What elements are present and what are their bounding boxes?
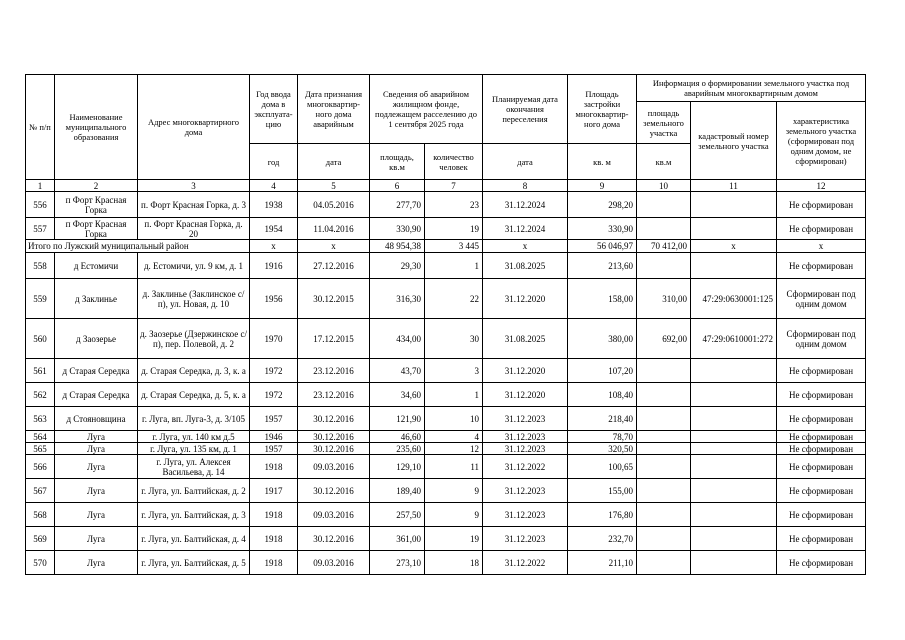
recognition-date-cell: 30.12.2016 bbox=[298, 527, 370, 551]
header-planned-date: Планируемая дата окончания переселения bbox=[483, 75, 568, 144]
planned-date-cell: 31.12.2023 bbox=[483, 431, 568, 443]
area-cell: 29,30 bbox=[370, 253, 425, 279]
municipality-cell: д Старая Середка bbox=[55, 383, 138, 407]
total-year-cell: x bbox=[250, 240, 298, 253]
land-area-cell bbox=[637, 551, 691, 575]
people-cell: 23 bbox=[425, 192, 483, 218]
cadastral-cell bbox=[691, 359, 777, 383]
column-number: 6 bbox=[370, 180, 425, 192]
table-header bbox=[26, 75, 866, 192]
municipality-cell: Луга bbox=[55, 479, 138, 503]
column-number: 10 bbox=[637, 180, 691, 192]
land-area-cell bbox=[637, 503, 691, 527]
building-area-cell: 158,00 bbox=[568, 279, 637, 319]
planned-date-cell: 31.12.2022 bbox=[483, 455, 568, 479]
row-number: 570 bbox=[26, 551, 55, 575]
header-emergency-fund: Сведения об аварийном жилищном фонде, подлежащем расселению до 1 сентября 2025 года bbox=[370, 75, 483, 144]
total-label: Итого по Лужский муниципальный район bbox=[26, 240, 250, 253]
address-cell: г. Луга, ул. Балтийская, д. 2 bbox=[138, 479, 250, 503]
table-row bbox=[26, 455, 866, 479]
header-unit-year: год bbox=[250, 144, 298, 180]
planned-date-cell: 31.12.2022 bbox=[483, 551, 568, 575]
characteristic-cell: Не сформирован bbox=[777, 383, 866, 407]
column-number: 4 bbox=[250, 180, 298, 192]
header-recognition-date: Дата признания многоквартир-ного дома аварийным bbox=[298, 75, 370, 144]
area-cell: 330,90 bbox=[370, 218, 425, 240]
address-cell: г. Луга, ул. 140 км д.5 bbox=[138, 431, 250, 443]
table-row bbox=[26, 431, 866, 443]
cadastral-cell bbox=[691, 431, 777, 443]
land-area-cell: 310,00 bbox=[637, 279, 691, 319]
people-cell: 10 bbox=[425, 407, 483, 431]
recognition-date-cell: 11.04.2016 bbox=[298, 218, 370, 240]
total-land-cell: 70 412,00 bbox=[637, 240, 691, 253]
table-row bbox=[26, 407, 866, 431]
municipality-cell: Луга bbox=[55, 431, 138, 443]
column-number: 11 bbox=[691, 180, 777, 192]
row-number: 569 bbox=[26, 527, 55, 551]
table-row bbox=[26, 551, 866, 575]
cadastral-cell bbox=[691, 443, 777, 455]
total-cad-cell: x bbox=[691, 240, 777, 253]
land-area-cell bbox=[637, 218, 691, 240]
column-number: 2 bbox=[55, 180, 138, 192]
row-number: 564 bbox=[26, 431, 55, 443]
characteristic-cell: Сформирован под одним домом bbox=[777, 279, 866, 319]
area-cell: 316,30 bbox=[370, 279, 425, 319]
municipality-cell: Луга bbox=[55, 503, 138, 527]
land-area-cell: 692,00 bbox=[637, 319, 691, 359]
people-cell: 12 bbox=[425, 443, 483, 455]
building-area-cell: 100,65 bbox=[568, 455, 637, 479]
municipality-cell: Луга bbox=[55, 443, 138, 455]
row-number: 562 bbox=[26, 383, 55, 407]
year-cell: 1916 bbox=[250, 253, 298, 279]
address-cell: г. Луга, вп. Луга-3, д. 3/105 bbox=[138, 407, 250, 431]
row-number: 557 bbox=[26, 218, 55, 240]
land-area-cell bbox=[637, 407, 691, 431]
year-cell: 1946 bbox=[250, 431, 298, 443]
people-cell: 22 bbox=[425, 279, 483, 319]
characteristic-cell: Не сформирован bbox=[777, 218, 866, 240]
header-unit-date: дата bbox=[298, 144, 370, 180]
table-body bbox=[26, 192, 866, 575]
characteristic-cell: Не сформирован bbox=[777, 431, 866, 443]
table-row bbox=[26, 319, 866, 359]
row-number: 568 bbox=[26, 503, 55, 527]
cadastral-cell bbox=[691, 192, 777, 218]
planned-date-cell: 31.08.2025 bbox=[483, 253, 568, 279]
people-cell: 19 bbox=[425, 527, 483, 551]
column-number: 5 bbox=[298, 180, 370, 192]
municipality-cell: Луга bbox=[55, 527, 138, 551]
planned-date-cell: 31.12.2020 bbox=[483, 359, 568, 383]
header-unit-date2: дата bbox=[483, 144, 568, 180]
total-plan-cell: x bbox=[483, 240, 568, 253]
area-cell: 46,60 bbox=[370, 431, 425, 443]
municipality-cell: д Естомичи bbox=[55, 253, 138, 279]
building-area-cell: 213,60 bbox=[568, 253, 637, 279]
area-cell: 43,70 bbox=[370, 359, 425, 383]
land-area-cell bbox=[637, 192, 691, 218]
address-cell: д. Естомичи, ул. 9 км, д. 1 bbox=[138, 253, 250, 279]
people-cell: 4 bbox=[425, 431, 483, 443]
row-number: 556 bbox=[26, 192, 55, 218]
year-cell: 1957 bbox=[250, 443, 298, 455]
table-row bbox=[26, 503, 866, 527]
planned-date-cell: 31.12.2023 bbox=[483, 479, 568, 503]
row-number: 567 bbox=[26, 479, 55, 503]
land-area-cell bbox=[637, 479, 691, 503]
municipality-cell: Луга bbox=[55, 551, 138, 575]
people-cell: 3 bbox=[425, 359, 483, 383]
recognition-date-cell: 23.12.2016 bbox=[298, 359, 370, 383]
recognition-date-cell: 30.12.2016 bbox=[298, 407, 370, 431]
cadastral-cell bbox=[691, 503, 777, 527]
year-cell: 1956 bbox=[250, 279, 298, 319]
table-row bbox=[26, 359, 866, 383]
recognition-date-cell: 30.12.2016 bbox=[298, 479, 370, 503]
total-area-cell: 48 954,38 bbox=[370, 240, 425, 253]
planned-date-cell: 31.12.2024 bbox=[483, 218, 568, 240]
column-number: 3 bbox=[138, 180, 250, 192]
header-land-characteristic: характеристика земельного участка (сформирован под одним домом, не сформирован) bbox=[777, 102, 866, 180]
cadastral-cell bbox=[691, 218, 777, 240]
land-area-cell bbox=[637, 443, 691, 455]
header-address: Адрес многоквартирного дома bbox=[138, 75, 250, 180]
address-cell: г. Луга, ул. Балтийская, д. 4 bbox=[138, 527, 250, 551]
row-number: 561 bbox=[26, 359, 55, 383]
recognition-date-cell: 17.12.2015 bbox=[298, 319, 370, 359]
address-cell: д. Заклинье (Заклинское с/п), ул. Новая, д. 10 bbox=[138, 279, 250, 319]
municipality-cell: Луга bbox=[55, 455, 138, 479]
year-cell: 1954 bbox=[250, 218, 298, 240]
header-year: Год ввода дома в эксплуата-цию bbox=[250, 75, 298, 144]
year-cell: 1972 bbox=[250, 359, 298, 383]
land-area-cell bbox=[637, 359, 691, 383]
characteristic-cell: Не сформирован bbox=[777, 253, 866, 279]
area-cell: 273,10 bbox=[370, 551, 425, 575]
area-cell: 277,70 bbox=[370, 192, 425, 218]
building-area-cell: 298,20 bbox=[568, 192, 637, 218]
planned-date-cell: 31.12.2023 bbox=[483, 527, 568, 551]
row-number: 559 bbox=[26, 279, 55, 319]
column-number: 12 bbox=[777, 180, 866, 192]
table-row bbox=[26, 192, 866, 218]
municipality-cell: д Стояновщина bbox=[55, 407, 138, 431]
building-area-cell: 107,20 bbox=[568, 359, 637, 383]
housing-table bbox=[25, 74, 866, 575]
building-area-cell: 330,90 bbox=[568, 218, 637, 240]
year-cell: 1972 bbox=[250, 383, 298, 407]
cadastral-cell bbox=[691, 407, 777, 431]
address-cell: д. Старая Середка, д. 5, к. а bbox=[138, 383, 250, 407]
area-cell: 257,50 bbox=[370, 503, 425, 527]
cadastral-cell bbox=[691, 455, 777, 479]
land-area-cell bbox=[637, 455, 691, 479]
people-cell: 9 bbox=[425, 503, 483, 527]
column-number: 7 bbox=[425, 180, 483, 192]
address-cell: п. Форт Красная Горка, д. 20 bbox=[138, 218, 250, 240]
characteristic-cell: Не сформирован bbox=[777, 503, 866, 527]
characteristic-cell: Не сформирован bbox=[777, 479, 866, 503]
building-area-cell: 108,40 bbox=[568, 383, 637, 407]
total-row bbox=[26, 240, 866, 253]
building-area-cell: 78,70 bbox=[568, 431, 637, 443]
address-cell: г. Луга, ул. Алексея Васильева, д. 14 bbox=[138, 455, 250, 479]
address-cell: д. Старая Середка, д. 3, к. а bbox=[138, 359, 250, 383]
year-cell: 1970 bbox=[250, 319, 298, 359]
recognition-date-cell: 04.05.2016 bbox=[298, 192, 370, 218]
area-cell: 34,60 bbox=[370, 383, 425, 407]
characteristic-cell: Не сформирован bbox=[777, 551, 866, 575]
characteristic-cell: Сформирован под одним домом bbox=[777, 319, 866, 359]
people-cell: 30 bbox=[425, 319, 483, 359]
cadastral-cell: 47:29:0630001:125 bbox=[691, 279, 777, 319]
planned-date-cell: 31.12.2020 bbox=[483, 383, 568, 407]
header-cadastral: кадастровый номер земельного участка bbox=[691, 102, 777, 180]
municipality-cell: п Форт Красная Горка bbox=[55, 192, 138, 218]
recognition-date-cell: 23.12.2016 bbox=[298, 383, 370, 407]
address-cell: г. Луга, ул. Балтийская, д. 5 bbox=[138, 551, 250, 575]
year-cell: 1918 bbox=[250, 455, 298, 479]
header-unit-area: площадь, кв.м bbox=[370, 144, 425, 180]
recognition-date-cell: 30.12.2016 bbox=[298, 443, 370, 455]
table-row bbox=[26, 443, 866, 455]
planned-date-cell: 31.12.2023 bbox=[483, 407, 568, 431]
characteristic-cell: Не сформирован bbox=[777, 192, 866, 218]
people-cell: 11 bbox=[425, 455, 483, 479]
municipality-cell: д Старая Середка bbox=[55, 359, 138, 383]
recognition-date-cell: 27.12.2016 bbox=[298, 253, 370, 279]
header-no: № п/п bbox=[26, 75, 55, 180]
characteristic-cell: Не сформирован bbox=[777, 527, 866, 551]
land-area-cell bbox=[637, 383, 691, 407]
building-area-cell: 211,10 bbox=[568, 551, 637, 575]
land-area-cell bbox=[637, 527, 691, 551]
building-area-cell: 155,00 bbox=[568, 479, 637, 503]
building-area-cell: 320,50 bbox=[568, 443, 637, 455]
land-area-cell bbox=[637, 431, 691, 443]
cadastral-cell bbox=[691, 479, 777, 503]
people-cell: 1 bbox=[425, 383, 483, 407]
row-number: 566 bbox=[26, 455, 55, 479]
year-cell: 1917 bbox=[250, 479, 298, 503]
area-cell: 129,10 bbox=[370, 455, 425, 479]
municipality-cell: д Заклинье bbox=[55, 279, 138, 319]
municipality-cell: п Форт Красная Горка bbox=[55, 218, 138, 240]
header-unit-kvm2: кв.м bbox=[637, 144, 691, 180]
people-cell: 18 bbox=[425, 551, 483, 575]
address-cell: г. Луга, ул. 135 км, д. 1 bbox=[138, 443, 250, 455]
area-cell: 189,40 bbox=[370, 479, 425, 503]
characteristic-cell: Не сформирован bbox=[777, 443, 866, 455]
people-cell: 19 bbox=[425, 218, 483, 240]
characteristic-cell: Не сформирован bbox=[777, 359, 866, 383]
cadastral-cell bbox=[691, 527, 777, 551]
column-number: 1 bbox=[26, 180, 55, 192]
row-number: 560 bbox=[26, 319, 55, 359]
characteristic-cell: Не сформирован bbox=[777, 407, 866, 431]
total-people-cell: 3 445 bbox=[425, 240, 483, 253]
column-number: 8 bbox=[483, 180, 568, 192]
document-sheet bbox=[25, 74, 865, 575]
cadastral-cell: 47:29:0610001:272 bbox=[691, 319, 777, 359]
row-number: 565 bbox=[26, 443, 55, 455]
table-row bbox=[26, 218, 866, 240]
building-area-cell: 232,70 bbox=[568, 527, 637, 551]
year-cell: 1957 bbox=[250, 407, 298, 431]
area-cell: 235,60 bbox=[370, 443, 425, 455]
year-cell: 1918 bbox=[250, 527, 298, 551]
year-cell: 1918 bbox=[250, 503, 298, 527]
total-date-cell: x bbox=[298, 240, 370, 253]
area-cell: 434,00 bbox=[370, 319, 425, 359]
header-land-area: площадь земельного участка bbox=[637, 102, 691, 144]
people-cell: 9 bbox=[425, 479, 483, 503]
table-row bbox=[26, 279, 866, 319]
address-cell: г. Луга, ул. Балтийская, д. 3 bbox=[138, 503, 250, 527]
recognition-date-cell: 30.12.2015 bbox=[298, 279, 370, 319]
land-area-cell bbox=[637, 253, 691, 279]
people-cell: 1 bbox=[425, 253, 483, 279]
recognition-date-cell: 09.03.2016 bbox=[298, 455, 370, 479]
area-cell: 121,90 bbox=[370, 407, 425, 431]
column-number: 9 bbox=[568, 180, 637, 192]
cadastral-cell bbox=[691, 253, 777, 279]
header-unit-people: количество человек bbox=[425, 144, 483, 180]
building-area-cell: 176,80 bbox=[568, 503, 637, 527]
total-build-cell: 56 046,97 bbox=[568, 240, 637, 253]
year-cell: 1918 bbox=[250, 551, 298, 575]
building-area-cell: 380,00 bbox=[568, 319, 637, 359]
cadastral-cell bbox=[691, 383, 777, 407]
table-row bbox=[26, 253, 866, 279]
table-row bbox=[26, 383, 866, 407]
planned-date-cell: 31.12.2023 bbox=[483, 443, 568, 455]
area-cell: 361,00 bbox=[370, 527, 425, 551]
planned-date-cell: 31.08.2025 bbox=[483, 319, 568, 359]
row-number: 563 bbox=[26, 407, 55, 431]
address-cell: д. Заозерье (Дзержинское с/п), пер. Полевой, д. 2 bbox=[138, 319, 250, 359]
table-row bbox=[26, 479, 866, 503]
header-municipality: Наименование муниципального образования bbox=[55, 75, 138, 180]
header-land-info: Информация о формировании земельного участка под аварийным многоквартирным домом bbox=[637, 75, 866, 102]
row-number: 558 bbox=[26, 253, 55, 279]
planned-date-cell: 31.12.2020 bbox=[483, 279, 568, 319]
column-number-row bbox=[26, 180, 866, 192]
table-row bbox=[26, 527, 866, 551]
municipality-cell: д Заозерье bbox=[55, 319, 138, 359]
year-cell: 1938 bbox=[250, 192, 298, 218]
planned-date-cell: 31.12.2024 bbox=[483, 192, 568, 218]
recognition-date-cell: 09.03.2016 bbox=[298, 503, 370, 527]
cadastral-cell bbox=[691, 551, 777, 575]
characteristic-cell: Не сформирован bbox=[777, 455, 866, 479]
recognition-date-cell: 09.03.2016 bbox=[298, 551, 370, 575]
header-building-area: Площадь застройки многоквартир-ного дома bbox=[568, 75, 637, 144]
address-cell: п. Форт Красная Горка, д. 3 bbox=[138, 192, 250, 218]
header-unit-kvm: кв. м bbox=[568, 144, 637, 180]
building-area-cell: 218,40 bbox=[568, 407, 637, 431]
total-char-cell: x bbox=[777, 240, 866, 253]
recognition-date-cell: 30.12.2016 bbox=[298, 431, 370, 443]
planned-date-cell: 31.12.2023 bbox=[483, 503, 568, 527]
